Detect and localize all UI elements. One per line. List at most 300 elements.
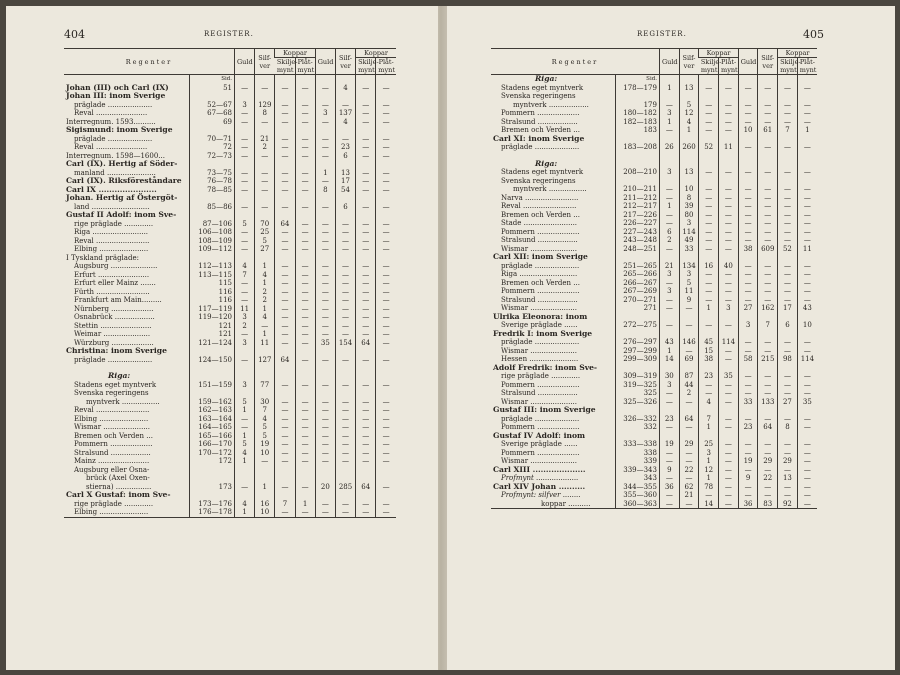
value-s1: 5 xyxy=(679,279,699,288)
value-p2: — xyxy=(376,84,396,93)
page-range xyxy=(616,330,660,339)
table-row xyxy=(64,491,396,500)
value-k1: 78 xyxy=(699,483,719,492)
value-g2: — xyxy=(738,466,758,475)
regent-name: Stralsund .................. xyxy=(501,389,578,397)
regent-name: rige präglade ............. xyxy=(74,219,154,228)
value-g1: — xyxy=(234,169,254,178)
value-s1: 146 xyxy=(679,338,699,347)
regent-name: Ulrika Eleonora: inom xyxy=(493,311,588,321)
value-g1: — xyxy=(659,211,679,220)
value-g1 xyxy=(659,75,679,84)
value-g1: 4 xyxy=(234,449,254,458)
regent-name: Reval ....................... xyxy=(74,109,148,117)
value-s1 xyxy=(255,474,275,483)
value-k2: — xyxy=(356,423,376,432)
value-k1: — xyxy=(275,457,295,466)
value-s2: 6 xyxy=(335,203,355,212)
value-s2 xyxy=(335,92,355,101)
value-s1: 2 xyxy=(679,389,699,398)
table-row xyxy=(64,194,396,203)
value-k1: — xyxy=(699,84,719,93)
value-s1: 25 xyxy=(255,228,275,237)
value-s2: — xyxy=(335,415,355,424)
page-range xyxy=(616,432,660,441)
value-p2: — xyxy=(376,279,396,288)
table-row xyxy=(491,279,817,288)
value-s1 xyxy=(679,406,699,415)
value-g1: — xyxy=(234,228,254,237)
value-p1: — xyxy=(719,449,739,458)
value-s2: — xyxy=(335,381,355,390)
value-s2: — xyxy=(335,101,355,110)
value-p1: 1 xyxy=(295,500,315,509)
value-p1: 35 xyxy=(719,372,739,381)
value-g2: — xyxy=(315,220,335,229)
value-p1 xyxy=(719,92,739,101)
value-g2: — xyxy=(315,143,335,152)
page-range: 51 xyxy=(190,84,235,93)
header-guld: Guld xyxy=(659,49,679,75)
table-row xyxy=(64,449,396,458)
value-p1 xyxy=(295,126,315,135)
value-k2 xyxy=(356,389,376,398)
value-g2: — xyxy=(315,296,335,305)
value-p2: — xyxy=(797,500,817,509)
value-s1 xyxy=(679,313,699,322)
page-range: 265—266 xyxy=(616,270,660,279)
value-s1: 16 xyxy=(255,500,275,509)
value-s2 xyxy=(758,160,778,169)
value-g1: 3 xyxy=(659,381,679,390)
value-g1: — xyxy=(234,415,254,424)
value-p1 xyxy=(295,254,315,263)
value-k2: — xyxy=(778,219,798,228)
value-p1: — xyxy=(295,84,315,93)
page-range: 339 xyxy=(616,457,660,466)
table-row xyxy=(491,177,817,186)
value-k1: — xyxy=(275,313,295,322)
value-g1: 5 xyxy=(234,220,254,229)
regent-name: Pommern ................... xyxy=(501,448,580,457)
value-g2: — xyxy=(738,372,758,381)
value-k2: 6 xyxy=(778,321,798,330)
value-g2: — xyxy=(738,84,758,93)
value-k2: — xyxy=(356,356,376,365)
value-s1: — xyxy=(255,152,275,161)
value-g2 xyxy=(315,194,335,203)
value-p2: — xyxy=(376,440,396,449)
value-g2: — xyxy=(315,356,335,365)
table-row xyxy=(491,194,817,203)
value-p2: — xyxy=(376,288,396,297)
value-s2 xyxy=(758,135,778,144)
value-s2: 609 xyxy=(758,245,778,254)
value-p2: 114 xyxy=(797,355,817,364)
value-s2: — xyxy=(758,338,778,347)
value-g2 xyxy=(315,126,335,135)
value-g1: 5 xyxy=(234,440,254,449)
value-p1 xyxy=(719,253,739,262)
value-s1 xyxy=(679,177,699,186)
value-k1: 15 xyxy=(699,347,719,356)
value-g2 xyxy=(738,330,758,339)
value-p2: — xyxy=(797,143,817,152)
value-g2: — xyxy=(738,449,758,458)
value-g2 xyxy=(738,406,758,415)
table-row xyxy=(491,160,817,169)
value-k2: — xyxy=(778,296,798,305)
value-k1: 4 xyxy=(699,398,719,407)
regent-name: Profmynt: silfver ........ xyxy=(501,491,581,499)
page-range: 116 xyxy=(190,288,235,297)
value-p2: — xyxy=(797,347,817,356)
value-s2: — xyxy=(335,508,355,517)
value-p1 xyxy=(719,432,739,441)
value-s1: 9 xyxy=(679,296,699,305)
value-k1 xyxy=(699,160,719,169)
register-table xyxy=(64,48,396,518)
value-g2: 19 xyxy=(738,457,758,466)
value-k1: 7 xyxy=(275,500,295,509)
value-g2: — xyxy=(738,262,758,271)
value-s1: 70 xyxy=(255,220,275,229)
value-k2: — xyxy=(356,508,376,517)
value-s1: 19 xyxy=(255,440,275,449)
value-k2 xyxy=(356,474,376,483)
page-range: 119—120 xyxy=(190,313,235,322)
value-s2: — xyxy=(335,398,355,407)
value-g1: 1 xyxy=(234,457,254,466)
value-g1 xyxy=(234,474,254,483)
value-k2: — xyxy=(778,118,798,127)
value-g2 xyxy=(315,364,335,372)
value-k1: 52 xyxy=(699,143,719,152)
regent-name: Bremen och Verden ... xyxy=(501,126,580,134)
value-g1: — xyxy=(659,500,679,509)
value-p2 xyxy=(797,253,817,262)
value-s1: 4 xyxy=(255,415,275,424)
value-k2 xyxy=(356,211,376,220)
value-k2: 64 xyxy=(356,339,376,348)
value-g1: — xyxy=(659,245,679,254)
table-row xyxy=(491,143,817,152)
value-k2 xyxy=(356,254,376,263)
value-s2 xyxy=(758,152,778,160)
value-p2: — xyxy=(376,415,396,424)
page-range xyxy=(616,160,660,169)
value-s2: — xyxy=(758,296,778,305)
value-s1: — xyxy=(255,322,275,331)
value-k1: — xyxy=(699,245,719,254)
page-range: 78—85 xyxy=(190,186,235,195)
value-k2 xyxy=(356,75,376,84)
page-range: 344—355 xyxy=(616,483,660,492)
regent-name: präglade .................... xyxy=(74,355,153,364)
page-range xyxy=(190,474,235,483)
value-k2 xyxy=(356,194,376,203)
value-g2: — xyxy=(315,432,335,441)
value-k1 xyxy=(699,432,719,441)
regent-name: Johan III: inom Sverige xyxy=(66,91,166,100)
value-k2: — xyxy=(356,143,376,152)
page-range xyxy=(190,194,235,203)
value-g1 xyxy=(659,364,679,373)
value-p2: — xyxy=(797,211,817,220)
table-row xyxy=(491,109,817,118)
value-p1: 11 xyxy=(719,143,739,152)
page-range: 211—212 xyxy=(616,194,660,203)
value-s2: 215 xyxy=(758,355,778,364)
page-range xyxy=(190,211,235,220)
table-row xyxy=(491,500,817,509)
value-g1: 3 xyxy=(659,270,679,279)
value-p2: — xyxy=(376,330,396,339)
value-k1: 3 xyxy=(699,449,719,458)
value-k2: — xyxy=(356,177,376,186)
value-s1: 4 xyxy=(255,313,275,322)
value-s2: — xyxy=(335,330,355,339)
page-range xyxy=(190,160,235,169)
table-row xyxy=(491,185,817,194)
value-k1: — xyxy=(275,262,295,271)
value-g2: — xyxy=(315,135,335,144)
value-g2: — xyxy=(315,381,335,390)
value-k1: — xyxy=(275,152,295,161)
value-k1: — xyxy=(699,321,719,330)
regent-name: Pommern ................... xyxy=(501,287,580,295)
regent-name: Johan (III) och Carl (IX) xyxy=(66,82,169,92)
running-head: REGISTER. xyxy=(204,30,254,38)
value-k1 xyxy=(275,75,295,84)
value-p1: — xyxy=(719,287,739,296)
value-s1: — xyxy=(679,500,699,509)
page-range: 266—267 xyxy=(616,279,660,288)
value-k1: — xyxy=(699,126,719,135)
value-g1: — xyxy=(659,185,679,194)
value-k2: — xyxy=(356,288,376,297)
value-k2: — xyxy=(356,109,376,118)
regent-name: Fredrik I: inom Sverige xyxy=(493,328,593,338)
page-range: 173 xyxy=(190,483,235,492)
value-g2: 27 xyxy=(738,304,758,313)
value-g2: — xyxy=(315,313,335,322)
value-k1: 1 xyxy=(699,457,719,466)
header-koppar: Koppar xyxy=(275,49,315,58)
value-k1: — xyxy=(699,168,719,177)
regent-name: Stralsund .................. xyxy=(501,236,578,244)
regent-name: Riga: xyxy=(108,371,131,380)
value-k2: 92 xyxy=(778,500,798,509)
value-p2 xyxy=(376,364,396,372)
page-range: 276—297 xyxy=(616,338,660,347)
value-s2 xyxy=(335,254,355,263)
value-k1: — xyxy=(275,483,295,492)
value-p2 xyxy=(797,177,817,186)
page-range: 332 xyxy=(616,423,660,432)
table-row xyxy=(491,84,817,93)
value-k2: — xyxy=(778,389,798,398)
value-p2 xyxy=(376,491,396,500)
page-range: 309—319 xyxy=(616,372,660,381)
value-k2 xyxy=(778,313,798,322)
value-p2: — xyxy=(376,245,396,254)
page-range: 325—326 xyxy=(616,398,660,407)
value-p1: — xyxy=(719,211,739,220)
value-s2: 4 xyxy=(335,84,355,93)
value-p1 xyxy=(295,466,315,475)
value-k2 xyxy=(356,126,376,135)
value-s2: 29 xyxy=(758,457,778,466)
value-k1 xyxy=(699,364,719,373)
value-p2: — xyxy=(376,296,396,305)
regent-name: präglade .................... xyxy=(501,338,580,346)
table-row xyxy=(64,457,396,466)
value-s2: — xyxy=(335,220,355,229)
value-s1: 8 xyxy=(679,194,699,203)
page-range: 338 xyxy=(616,449,660,458)
value-k1: — xyxy=(699,279,719,288)
value-s1: — xyxy=(679,457,699,466)
value-g1 xyxy=(659,152,679,160)
value-p1: — xyxy=(719,194,739,203)
value-p1: — xyxy=(295,177,315,186)
value-g1: — xyxy=(234,483,254,492)
value-p2: — xyxy=(797,194,817,203)
value-s1: 39 xyxy=(679,202,699,211)
value-p1: — xyxy=(719,219,739,228)
value-s2: — xyxy=(335,440,355,449)
value-p1: — xyxy=(295,288,315,297)
page-range: 183 xyxy=(616,126,660,135)
value-g1: — xyxy=(659,457,679,466)
value-p2: 11 xyxy=(797,245,817,254)
regent-name: Sverige präglade ...... xyxy=(501,321,578,329)
regent-name: I Tyskland präglade: xyxy=(66,253,139,262)
value-g2 xyxy=(315,75,335,84)
value-s2: 285 xyxy=(335,483,355,492)
value-s2: 162 xyxy=(758,304,778,313)
page-range: 108—109 xyxy=(190,237,235,246)
page-range: 85—86 xyxy=(190,203,235,212)
value-k1 xyxy=(275,347,295,356)
value-g2: — xyxy=(315,228,335,237)
value-k1: — xyxy=(275,203,295,212)
page-range: 164—165 xyxy=(190,423,235,432)
value-p2: — xyxy=(376,152,396,161)
table-row xyxy=(491,296,817,305)
value-k1: — xyxy=(699,109,719,118)
value-s1: 3 xyxy=(679,219,699,228)
table-row xyxy=(64,356,396,365)
value-g1: 36 xyxy=(659,483,679,492)
value-k1: 7 xyxy=(699,415,719,424)
page-range xyxy=(616,135,660,144)
regent-name: Stralsund .................. xyxy=(501,295,578,304)
value-s2: — xyxy=(335,288,355,297)
value-g2: — xyxy=(738,101,758,110)
value-g1: — xyxy=(234,186,254,195)
value-k1: — xyxy=(275,271,295,280)
value-k2: — xyxy=(778,381,798,390)
regent-name: rige präglade ............. xyxy=(74,499,154,508)
header-guld-total: Guld xyxy=(315,49,335,75)
page-number: 404 xyxy=(64,28,85,41)
value-k2: — xyxy=(778,168,798,177)
value-g1: — xyxy=(659,423,679,432)
table-row xyxy=(491,211,817,220)
value-s2: — xyxy=(335,237,355,246)
regent-name: manland ...................... xyxy=(74,168,156,177)
value-p2: — xyxy=(376,271,396,280)
regent-name: Wismar ..................... xyxy=(74,423,151,431)
page-range: 115 xyxy=(190,279,235,288)
value-k1: — xyxy=(699,185,719,194)
value-g2: 3 xyxy=(738,321,758,330)
value-k2: — xyxy=(356,228,376,237)
value-p1 xyxy=(295,347,315,356)
regent-name: Nürnberg ................... xyxy=(74,304,154,313)
table-row xyxy=(64,330,396,339)
value-s1: 2 xyxy=(255,288,275,297)
value-p1: — xyxy=(295,135,315,144)
value-s2: 7 xyxy=(758,321,778,330)
value-k1 xyxy=(275,389,295,398)
value-p2: — xyxy=(376,483,396,492)
page-range xyxy=(190,491,235,500)
value-s1 xyxy=(255,160,275,169)
page-range: 333—338 xyxy=(616,440,660,449)
value-s1: 87 xyxy=(679,372,699,381)
regent-name: präglade .................... xyxy=(74,100,153,109)
value-s1: 114 xyxy=(679,228,699,237)
regent-name: Pommern ................... xyxy=(501,423,580,431)
value-g1: 3 xyxy=(234,339,254,348)
value-s1 xyxy=(255,126,275,135)
value-p2 xyxy=(797,364,817,373)
value-k2 xyxy=(778,364,798,373)
value-s1: 129 xyxy=(255,101,275,110)
page-range: 180—182 xyxy=(616,109,660,118)
value-g2: — xyxy=(315,305,335,314)
page-range xyxy=(190,126,235,135)
value-k1: 64 xyxy=(275,356,295,365)
regent-name: Augsburg ..................... xyxy=(74,262,158,270)
value-k2: — xyxy=(356,245,376,254)
value-g1: — xyxy=(234,177,254,186)
value-p2: — xyxy=(376,339,396,348)
value-g1: — xyxy=(659,491,679,500)
regent-name: Pommern ................... xyxy=(501,109,580,117)
value-g1: — xyxy=(234,279,254,288)
value-s2: — xyxy=(758,168,778,177)
regent-name: Interregnum. 1593.......... xyxy=(66,117,156,126)
value-s2: — xyxy=(758,449,778,458)
page-range xyxy=(190,92,235,101)
header-platmynt-total: Plåt- mynt xyxy=(376,58,396,75)
value-s2: 13 xyxy=(335,169,355,178)
value-g1: — xyxy=(659,279,679,288)
page-range: 325 xyxy=(616,389,660,398)
value-g1 xyxy=(234,372,254,381)
value-g2: — xyxy=(738,338,758,347)
value-p2: — xyxy=(376,220,396,229)
value-p1: — xyxy=(295,406,315,415)
regent-name: Riga .......................... xyxy=(501,270,578,278)
value-p1: — xyxy=(295,220,315,229)
value-p1: — xyxy=(295,356,315,365)
value-k1: — xyxy=(699,287,719,296)
